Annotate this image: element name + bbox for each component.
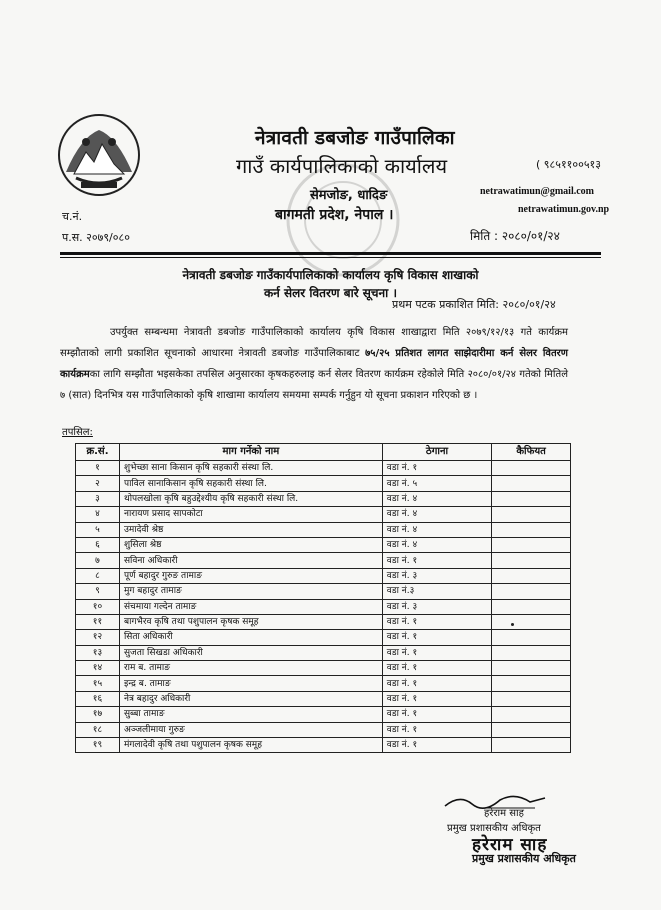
header-sn: क्र.सं.	[76, 444, 120, 461]
row-name: शुसिला श्रेष्ठ	[119, 537, 382, 552]
beneficiary-table	[75, 443, 571, 753]
row-name: पाविल सानाकिसान कृषि सहकारी संस्था लि.	[119, 476, 382, 491]
row-address: वडा नं. १	[382, 676, 491, 691]
notice-body: उपर्युक्त सम्बन्धमा नेत्रावती डबजोङ गाउँपालिकाको कार्यालय कृषि विकास शाखाद्वारा मिति २०७९/१२/१३ गते कार्यक्रम सम्झौताको लागी प्रकाशित सूचनाको आधारमा नेत्रावती डबजोङ गाउँपालिकाबाट ७५/२५ प्रतिशत लागत साझेदारीमा कर्न सेलर वितरण कार्यक्रमका लागि सम्झौता भइसकेका तपसिल अनुसारका कृषकहरुलाइ कर्न सेलर वितरण कार्यक्रम रहेकोले मिति २०८०/०१/२४ गतेको मितिले ७ (सात) दिनभित्र यस गाउँपालिकाको कृषि शाखामा कार्यालय समयमा सम्पर्क गर्नुहुन यो सूचना प्रकाशन गरिएको छ ।	[60, 327, 568, 401]
row-sn: ७	[76, 553, 120, 568]
table-row	[76, 722, 571, 737]
row-remarks	[492, 738, 571, 753]
row-name: सविना अधिकारी	[119, 553, 382, 568]
municipality-name: नेत्रावती डबजोङ गाउँपालिका	[255, 127, 455, 149]
row-name: राम ब. तामाङ	[119, 661, 382, 676]
row-sn: १३	[76, 645, 120, 660]
row-address: वडा नं. १	[382, 461, 491, 476]
row-sn: १७	[76, 707, 120, 722]
row-address: वडा नं. ५	[382, 476, 491, 491]
table-row	[76, 676, 571, 691]
signatory-name: हरेराम साह	[484, 808, 524, 819]
table-row	[76, 537, 571, 552]
row-name: नारायण प्रसाद सापकोटा	[119, 507, 382, 522]
row-sn: १९	[76, 738, 120, 753]
chalani-number: च.नं.	[62, 210, 83, 223]
row-remarks	[492, 568, 571, 583]
row-name: नेत्र बहादुर अधिकारी	[119, 691, 382, 706]
row-name: संचमाया गल्देन तामाङ	[119, 599, 382, 614]
phone-number: ( ९८५११००५१३	[536, 158, 601, 171]
website-address: netrawatimun.gov.np	[518, 204, 610, 215]
row-sn: २	[76, 476, 120, 491]
row-name: सुब्बा तामाङ	[119, 707, 382, 722]
table-row	[76, 707, 571, 722]
first-published-date: प्रथम पटक प्रकाशित मिति: २०८०/०१/२४	[392, 298, 556, 311]
row-remarks	[492, 522, 571, 537]
row-name: सुजता सिखडा अधिकारी	[119, 645, 382, 660]
row-address: वडा नं. १	[382, 707, 491, 722]
row-address: वडा नं. १	[382, 661, 491, 676]
row-remarks	[492, 507, 571, 522]
row-address: वडा नं. १	[382, 553, 491, 568]
ink-dot	[511, 623, 514, 626]
header-remarks: कैफियत	[492, 444, 571, 461]
row-sn: ११	[76, 614, 120, 629]
office-name: गाउँ कार्यपालिकाको कार्यालय	[236, 154, 448, 178]
row-name: शुभेच्छा साना किसान कृषि सहकारी संस्था लि.	[119, 461, 382, 476]
row-sn: ९	[76, 584, 120, 599]
row-remarks	[492, 661, 571, 676]
row-sn: ६	[76, 537, 120, 552]
row-remarks	[492, 630, 571, 645]
notice-title-line2: कर्न सेलर वितरण बारे सूचना ।	[263, 286, 398, 300]
header-divider	[60, 252, 601, 255]
row-address: वडा नं.३	[382, 584, 491, 599]
row-sn: १८	[76, 722, 120, 737]
row-remarks	[492, 476, 571, 491]
row-sn: ५	[76, 522, 120, 537]
row-sn: १२	[76, 630, 120, 645]
letter-date: मिति : २०८०/०१/२४	[470, 229, 560, 243]
row-sn: १	[76, 461, 120, 476]
office-location: सेमजोङ, धादिङ	[310, 188, 388, 203]
row-sn: १५	[76, 676, 120, 691]
table-row	[76, 614, 571, 629]
row-remarks	[492, 491, 571, 506]
table-header-row	[76, 444, 571, 461]
row-sn: १४	[76, 661, 120, 676]
row-remarks	[492, 645, 571, 660]
row-address: वडा नं. १	[382, 722, 491, 737]
row-remarks	[492, 707, 571, 722]
stamp-title: प्रमुख प्रशासकीय अधिकृत	[472, 852, 576, 865]
row-name: इन्द्र ब. तामाङ	[119, 676, 382, 691]
table-row	[76, 599, 571, 614]
row-remarks	[492, 537, 571, 552]
notice-body-bold: ७५/२५ प्रतिशत लागत साझेदारीमा कर्न सेलर वितरण कार्यक्रम	[60, 348, 568, 380]
letter-number: प.स. २०७९/०८०	[62, 231, 130, 244]
row-remarks	[492, 691, 571, 706]
province-name: बागमती प्रदेश, नेपाल ।	[275, 207, 394, 223]
row-remarks	[492, 614, 571, 629]
row-remarks	[492, 676, 571, 691]
row-address: वडा नं. १	[382, 614, 491, 629]
row-remarks	[492, 461, 571, 476]
table-row	[76, 522, 571, 537]
notice-title-line1: नेत्रावती डबजोङ गाउँकार्यपालिकाको कार्यालय कृषि विकास शाखाको	[182, 268, 479, 282]
row-remarks	[492, 584, 571, 599]
row-address: वडा नं. ४	[382, 522, 491, 537]
row-address: वडा नं. ३	[382, 599, 491, 614]
row-remarks	[492, 722, 571, 737]
row-address: वडा नं. १	[382, 645, 491, 660]
row-sn: १६	[76, 691, 120, 706]
row-name: थोपलखोला कृषि बहुउद्देश्यीय कृषि सहकारी संस्था लि.	[119, 491, 382, 506]
row-sn: ८	[76, 568, 120, 583]
row-address: वडा नं. १	[382, 691, 491, 706]
table-row	[76, 630, 571, 645]
table-row	[76, 476, 571, 491]
row-sn: १०	[76, 599, 120, 614]
table-row	[76, 491, 571, 506]
row-address: वडा नं. ४	[382, 491, 491, 506]
email-address: netrawatimun@gmail.com	[480, 186, 595, 197]
header-divider-thin	[60, 257, 601, 258]
table-row	[76, 691, 571, 706]
row-address: वडा नं. ३	[382, 568, 491, 583]
table-row	[76, 738, 571, 753]
row-address: वडा नं. ४	[382, 537, 491, 552]
signatory-title: प्रमुख प्रशासकीय अधिकृत	[447, 823, 541, 834]
row-remarks	[492, 599, 571, 614]
table-row	[76, 645, 571, 660]
row-address: वडा नं. ४	[382, 507, 491, 522]
row-name: मुग बहादुर तामाङ	[119, 584, 382, 599]
row-name: मंगलादेवी कृषि तथा पशुपालन कृषक समूह	[119, 738, 382, 753]
row-address: वडा नं. १	[382, 630, 491, 645]
row-sn: ३	[76, 491, 120, 506]
row-name: उमादेवी श्रेष्ठ	[119, 522, 382, 537]
header-address: ठेगाना	[382, 444, 491, 461]
row-name: सिता अधिकारी	[119, 630, 382, 645]
row-sn: ४	[76, 507, 120, 522]
row-name: बागभैरव कृषि तथा पशुपालन कृषक समूह	[119, 614, 382, 629]
row-name: पूर्ण बहादुर गुरुङ तामाङ	[119, 568, 382, 583]
stamp-name: हरेराम साह	[472, 835, 548, 855]
table-row	[76, 553, 571, 568]
table-row	[76, 461, 571, 476]
row-remarks	[492, 553, 571, 568]
table-row	[76, 568, 571, 583]
row-address: वडा नं. १	[382, 738, 491, 753]
row-name: अञ्जलीमाया गुरुङ	[119, 722, 382, 737]
nepal-emblem-icon	[56, 112, 142, 198]
table-row	[76, 507, 571, 522]
table-row	[76, 661, 571, 676]
table-row	[76, 584, 571, 599]
schedule-label: तपसिल:	[62, 427, 93, 438]
header-name: माग गर्नेको नाम	[119, 444, 382, 461]
